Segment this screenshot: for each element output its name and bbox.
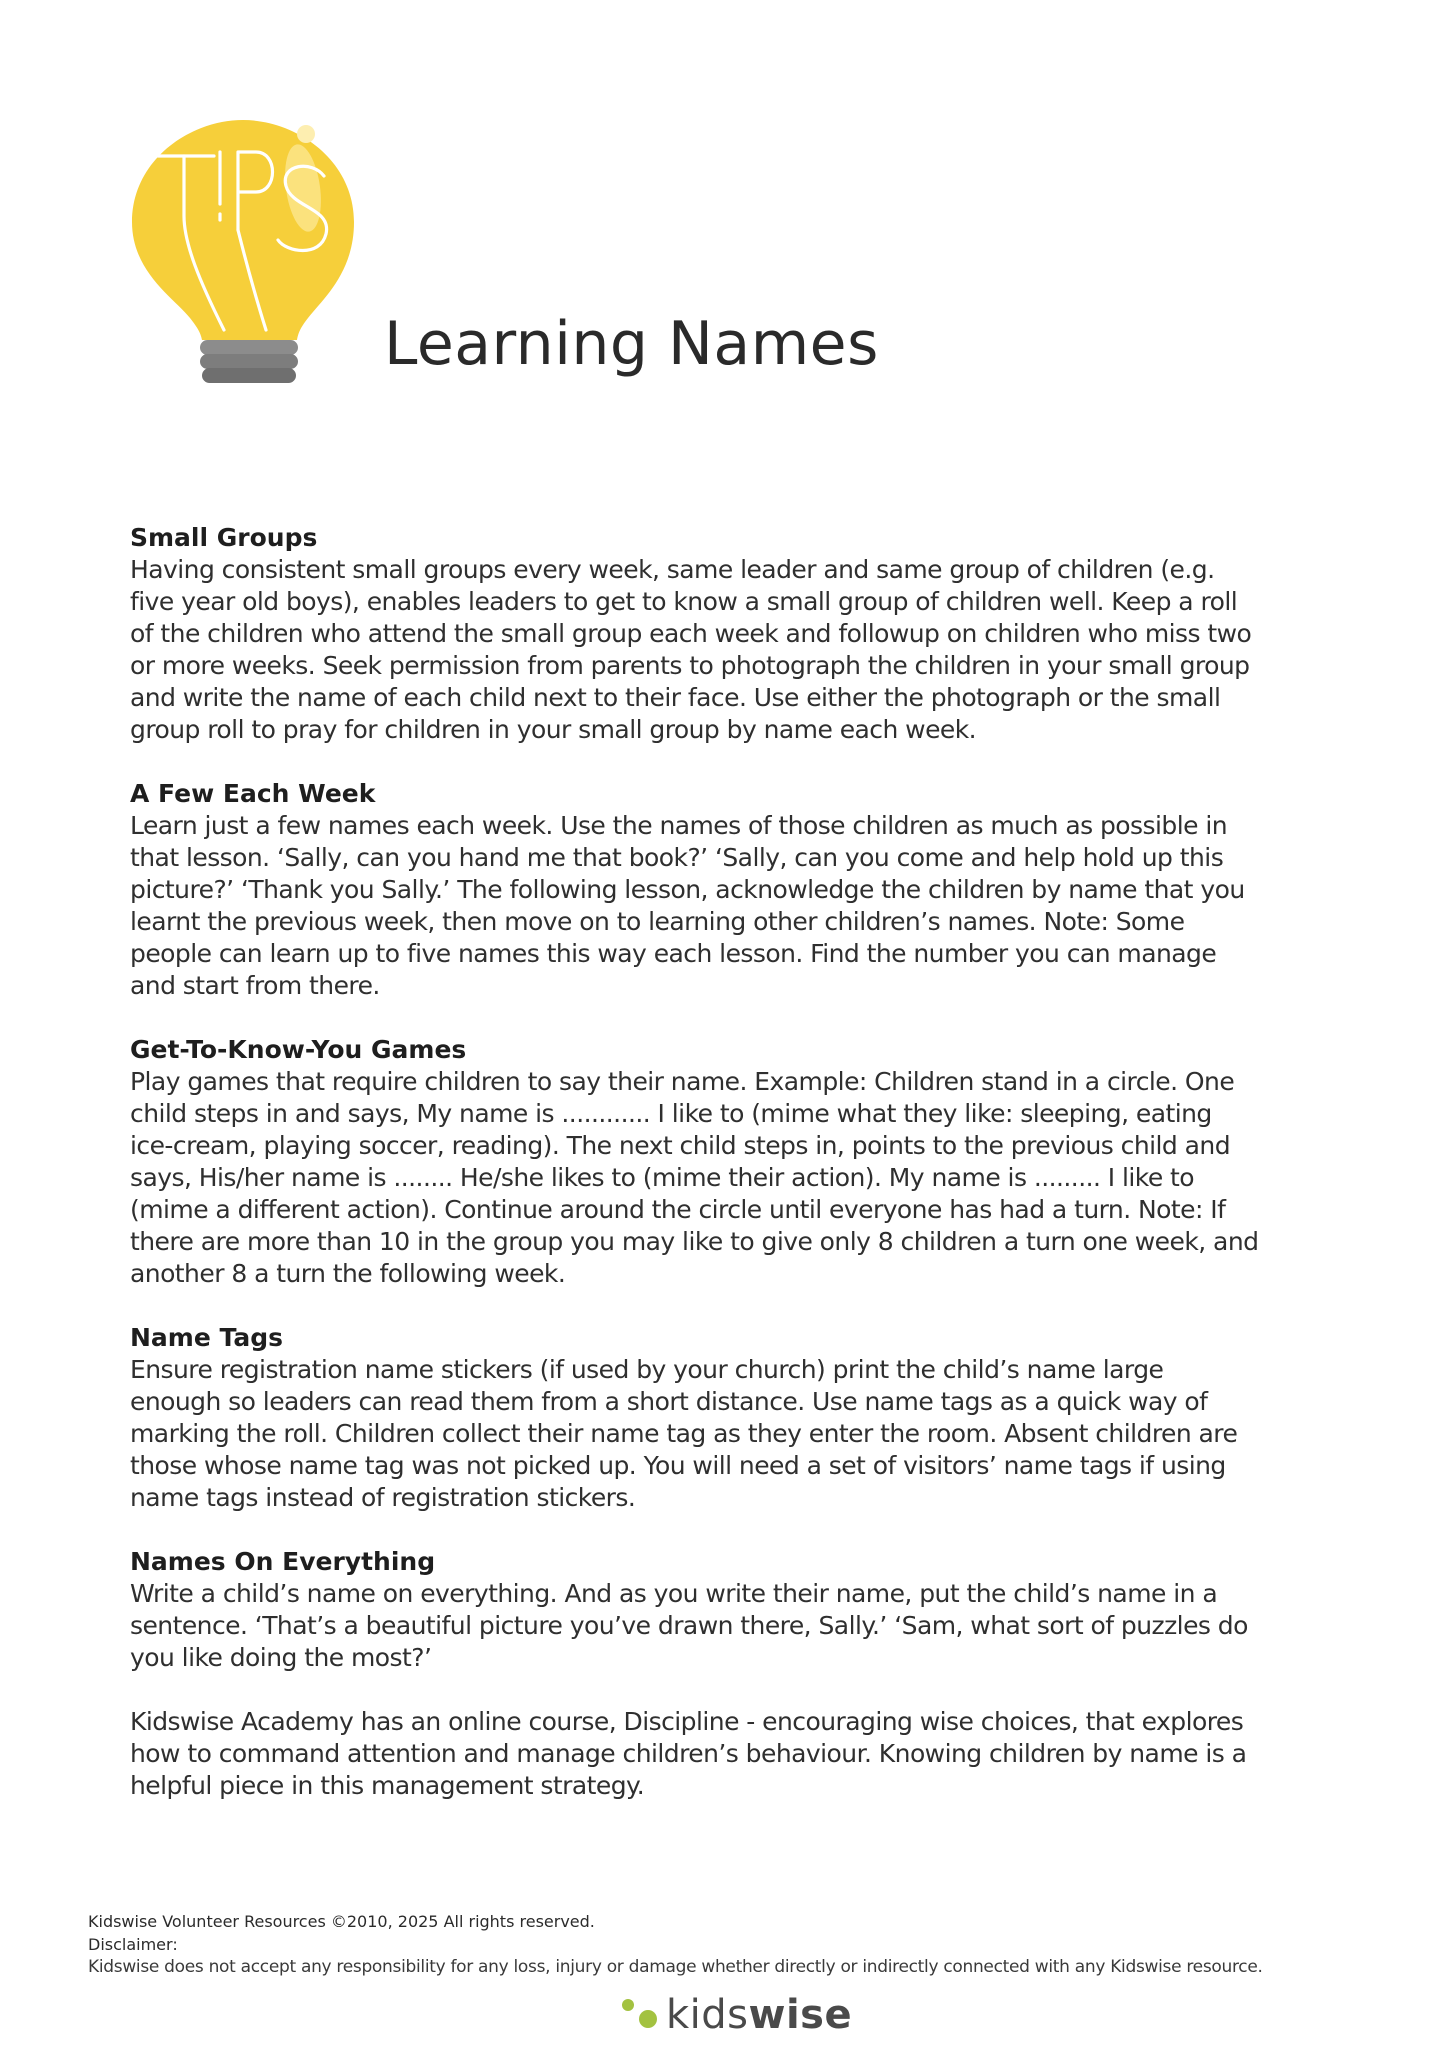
page-title: Learning Names xyxy=(384,309,879,379)
logo-wordmark xyxy=(666,1992,853,2038)
tips-content xyxy=(130,522,1260,1802)
disclaimer-text: Kidswise does not accept any responsibility for any loss, injury or damage whether directly or indirectly connected with any Kidswise resource. xyxy=(88,1957,1263,1977)
section-small-groups xyxy=(130,522,1260,746)
section-heading: Names On Everything xyxy=(130,1547,436,1576)
section-heading: A Few Each Week xyxy=(130,779,376,808)
section-name-tags xyxy=(130,1322,1260,1514)
section-heading: Small Groups xyxy=(130,523,318,552)
section-body: Ensure registration name stickers (if used by your church) print the child’s name large enough so leaders can read them from a short distance. Use name tags as a quick way of marking the roll. Children collect their name tag as they enter the room. Absent children are those whose name tag was not picked up. You will need a set of visitors’ name tags if using name tags instead of registration stickers. xyxy=(130,1355,1238,1512)
logo-kids: kids xyxy=(666,1992,749,2038)
section-body: Play games that require children to say their name. Example: Children stand in a circle. One child steps in and says, My name is ............ I like to (mime what they like: sleeping, eating ice-cream, playing soccer, reading). The next child steps in, points to the previous child and says, His/her name is ........ He/she likes to (mime their action). My name is ......... I like to (mime a different action). Continue around the circle until everyone has had a turn. Note: If there are more than 10 in the group you may like to give only 8 children a turn one week, and another 8 a turn the following week. xyxy=(130,1067,1259,1288)
footer xyxy=(88,1910,1418,1979)
disclaimer-label: Disclaimer: xyxy=(88,1935,178,1954)
copyright-notice: Kidswise Volunteer Resources ©2010, 2025 All rights reserved. xyxy=(88,1912,595,1931)
tips-lightbulb-icon xyxy=(128,112,358,392)
section-body: Having consistent small groups every week, same leader and same group of children (e.g. five year old boys), enables leaders to get to know a small group of children well. Keep a roll of the children who attend the small group each week and followup on children who miss two or more weeks. Seek permission from parents to photograph the children in your small group and write the name of each child next to their face. Use either the photograph or the small group roll to pray for children in your small group by name each week. xyxy=(130,555,1252,744)
section-a-few-each-week xyxy=(130,778,1260,1002)
kidswise-dots-icon xyxy=(618,1995,664,2035)
section-names-on-everything xyxy=(130,1546,1260,1674)
logo-wise: wise xyxy=(748,1992,853,2038)
section-body: Write a child’s name on everything. And as you write their name, put the child’s name in a sentence. ‘That’s a beautiful picture you’ve drawn there, Sally.’ ‘Sam, what sort of puzzles do you like doing the most?’ xyxy=(130,1579,1248,1672)
kidswise-logo xyxy=(618,1992,852,2038)
section-get-to-know-you-games xyxy=(130,1034,1260,1290)
section-heading: Name Tags xyxy=(130,1323,283,1352)
section-heading: Get-To-Know-You Games xyxy=(130,1035,467,1064)
section-body: Learn just a few names each week. Use the names of those children as much as possible in that lesson. ‘Sally, can you hand me that book?’ ‘Sally, can you come and help hold up this picture?’ ‘Thank you Sally.’ The following lesson, acknowledge the children by name that you learnt the previous week, then move on to learning other children’s names. Note: Some people can learn up to five names this way each lesson. Find the number you can manage and start from there. xyxy=(130,811,1245,1000)
closing-paragraph: Kidswise Academy has an online course, Discipline - encouraging wise choices, that explores how to command attention and manage children’s behaviour. Knowing children by name is a helpful piece in this management strategy. xyxy=(130,1707,1247,1800)
